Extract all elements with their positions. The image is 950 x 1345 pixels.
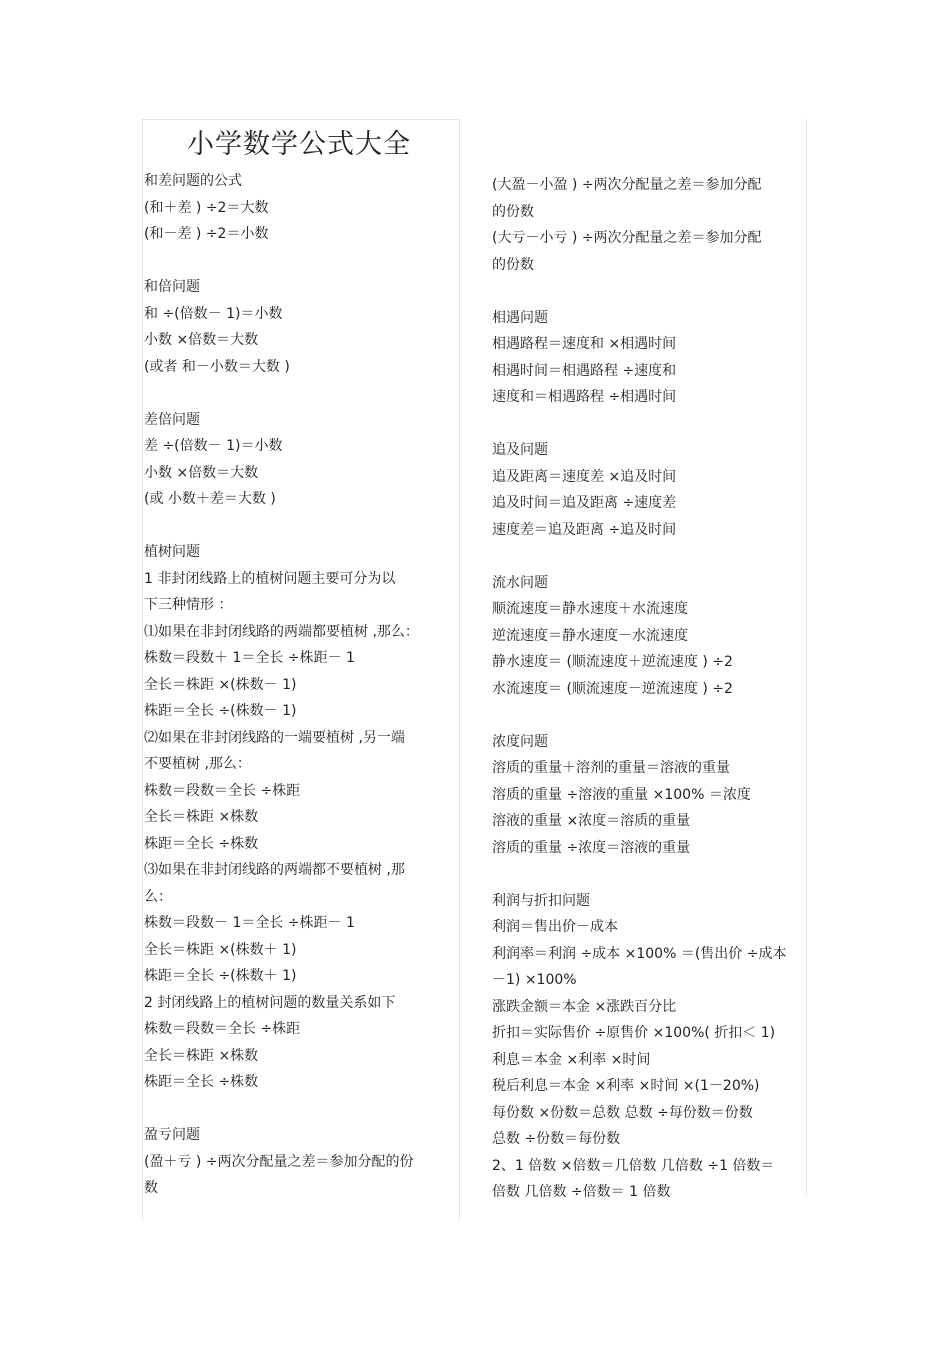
left-column-line: (和＋差 ) ÷2＝大数 bbox=[144, 199, 269, 216]
left-column-line: 植树问题 bbox=[144, 544, 200, 560]
right-column-line: 相遇问题 bbox=[492, 309, 548, 326]
left-column-line: 不要植树 ,那么： bbox=[144, 756, 251, 772]
left-column-line: 数 bbox=[144, 1180, 158, 1196]
right-column-line: (大亏－小亏 ) ÷两次分配量之差＝参加分配 bbox=[492, 230, 762, 246]
right-column-line: 追及时间＝追及距离 ÷速度差 bbox=[492, 495, 677, 511]
right-column-line: 涨跌金额＝本金 ×涨跌百分比 bbox=[492, 998, 677, 1015]
left-column-line: (或者 和－小数＝大数 ) bbox=[144, 358, 290, 375]
left-column-line: ⑴如果在非封闭线路的两端都要植树 ,那么： bbox=[144, 623, 419, 640]
left-column-line: 株距＝全长 ÷株数 bbox=[144, 835, 259, 852]
right-column-line: 倍数 几倍数 ÷倍数＝ 1 倍数 bbox=[492, 1184, 671, 1200]
right-column-line: 追及问题 bbox=[492, 442, 548, 458]
left-column-line: 小数 ×倍数＝大数 bbox=[144, 464, 259, 481]
right-column-line: 折扣＝实际售价 ÷原售价 ×100%( 折扣＜ 1) bbox=[492, 1025, 776, 1041]
right-column-line: 溶质的重量＋溶剂的重量＝溶液的重量 bbox=[492, 760, 730, 776]
left-column-line: (或 小数＋差＝大数 ) bbox=[144, 491, 276, 507]
right-column-line: 每份数 ×份数＝总数 总数 ÷每份数＝份数 bbox=[492, 1104, 753, 1121]
left-column-line: 株数＝段数＝全长 ÷株距 bbox=[144, 1021, 301, 1037]
right-column-line: 追及距离＝速度差 ×追及时间 bbox=[492, 468, 677, 485]
left-column-line: 株距＝全长 ÷株数 bbox=[144, 1074, 259, 1090]
left-column-line: ⑶如果在非封闭线路的两端都不要植树 ,那 bbox=[144, 862, 405, 878]
right-column-line: 税后利息＝本金 ×利率 ×时间 ×(1－20%) bbox=[492, 1078, 760, 1094]
left-column-line: 全长＝株距 ×株数 bbox=[144, 1047, 259, 1064]
right-column-line: (大盈－小盈 ) ÷两次分配量之差＝参加分配 bbox=[492, 177, 762, 193]
right-column-line: 逆流速度＝静水速度－水流速度 bbox=[492, 627, 688, 644]
right-column-line: 速度和＝相遇路程 ÷相遇时间 bbox=[492, 389, 677, 405]
left-column-line: 株数＝段数＋ 1＝全长 ÷株距－ 1 bbox=[144, 650, 355, 666]
left-column-line: 株距＝全长 ÷(株数＋ 1) bbox=[144, 968, 297, 984]
right-column-line: 利息＝本金 ×利率 ×时间 bbox=[492, 1051, 651, 1068]
right-column-line: 总数 ÷份数＝每份数 bbox=[492, 1131, 621, 1147]
right-column-line: 溶液的重量 ×浓度＝溶质的重量 bbox=[492, 813, 691, 829]
right-column-line: 的份数 bbox=[492, 256, 534, 273]
right-column-line: 的份数 bbox=[492, 203, 534, 220]
right-column-line: 溶质的重量 ÷溶液的重量 ×100% ＝浓度 bbox=[492, 786, 751, 803]
left-column-line: (和－差 ) ÷2＝小数 bbox=[144, 226, 269, 242]
left-column-line: 株数＝段数－ 1＝全长 ÷株距－ 1 bbox=[144, 915, 355, 931]
left-column-line: 和倍问题 bbox=[144, 279, 200, 295]
right-column-line: 流水问题 bbox=[492, 574, 548, 591]
page-title: 小学数学公式大全 bbox=[187, 129, 411, 160]
middle-column-border bbox=[459, 119, 460, 1220]
right-column-line: 水流速度＝ (顺流速度－逆流速度 ) ÷2 bbox=[492, 680, 733, 697]
right-column-line: 利润＝售出价－成本 bbox=[492, 919, 618, 935]
left-column-line: 和差问题的公式 bbox=[144, 173, 242, 189]
left-column-line: 株数＝段数＝全长 ÷株距 bbox=[144, 782, 301, 799]
left-column-line: ⑵如果在非封闭线路的一端要植树 ,另一端 bbox=[144, 729, 405, 746]
right-column-line: 速度差＝追及距离 ÷追及时间 bbox=[492, 521, 677, 538]
right-column-line: 静水速度＝ (顺流速度＋逆流速度 ) ÷2 bbox=[492, 654, 733, 670]
left-column-line: 差 ÷(倍数－ 1)＝小数 bbox=[144, 438, 283, 454]
right-column-line: 溶质的重量 ÷浓度＝溶液的重量 bbox=[492, 839, 691, 856]
left-column-line: (盈＋亏 ) ÷两次分配量之差＝参加分配的份 bbox=[144, 1153, 414, 1170]
left-column-border bbox=[142, 119, 143, 1220]
left-column-line: 全长＝株距 ×(株数－ 1) bbox=[144, 676, 297, 693]
right-column-border bbox=[806, 119, 807, 1195]
left-column-line: 株距＝全长 ÷(株数－ 1) bbox=[144, 703, 297, 719]
left-column-line: 小数 ×倍数＝大数 bbox=[144, 332, 259, 348]
right-column-line: 顺流速度＝静水速度＋水流速度 bbox=[492, 601, 688, 617]
right-column-line: 浓度问题 bbox=[492, 733, 548, 750]
right-column-line: 相遇路程＝速度和 ×相遇时间 bbox=[492, 336, 677, 352]
left-column-line: 全长＝株距 ×株数 bbox=[144, 809, 259, 825]
table-top-border bbox=[142, 119, 459, 120]
left-column-line: 么： bbox=[144, 888, 172, 905]
right-column-line: －1) ×100% bbox=[492, 972, 577, 988]
left-column-line: 盈亏问题 bbox=[144, 1127, 200, 1143]
right-column-line: 利润率＝利润 ÷成本 ×100% ＝(售出价 ÷成本 bbox=[492, 945, 787, 962]
left-column-line: 2 封闭线路上的植树问题的数量关系如下 bbox=[144, 994, 396, 1011]
left-column-line: 全长＝株距 ×(株数＋ 1) bbox=[144, 941, 297, 958]
left-column-line: 和 ÷(倍数－ 1)＝小数 bbox=[144, 305, 283, 322]
right-column-line: 2、1 倍数 ×倍数＝几倍数 几倍数 ÷1 倍数＝ bbox=[492, 1157, 775, 1174]
left-column-line: 1 非封闭线路上的植树问题主要可分为以 bbox=[144, 570, 396, 587]
left-column-line: 下三种情形 ： bbox=[144, 597, 233, 613]
right-column-line: 相遇时间＝相遇路程 ÷速度和 bbox=[492, 362, 677, 379]
right-column-line: 利润与折扣问题 bbox=[492, 892, 590, 909]
left-column-line: 差倍问题 bbox=[144, 411, 200, 428]
